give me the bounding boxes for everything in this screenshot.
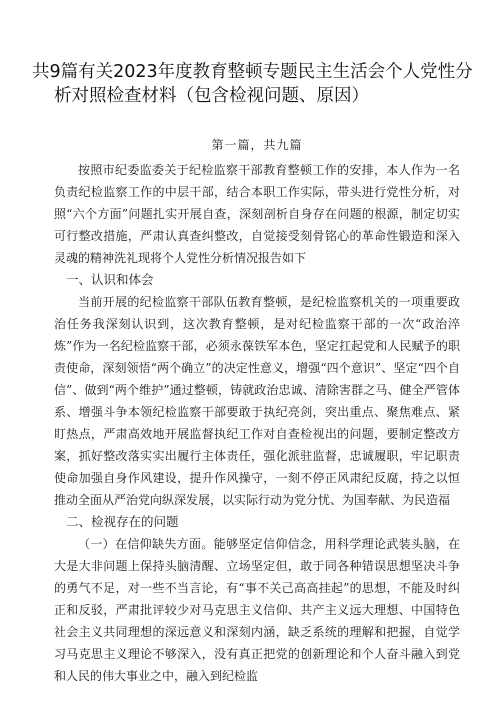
- article-index: 第一篇，共九篇: [211, 138, 303, 152]
- document-title: [32, 0, 473, 108]
- section-2-paragraph: （一）在信仰缺失方面。能够坚定信仰信念，用科学理论武装头脑，在大是大非问题上保持头脑清醒、立场坚定但，敢于同各种错误思想坚决斗争的勇气不足，对一些不当言论，有“事不关己高高挂起”的思想，不能及时纠正和反驳，严肃批评较少对马克思主义信仰、共产主义远大理想、中国特色社会主义共同理想的深远意义和深刻内涵，缺乏系统的理解和把握，自觉学习马克思主义理论不够深入，没有真正把党的创新理论和个人奋斗融入到党和人民的伟大事业之中，融入到纪检监: [54, 537, 460, 683]
- title-line-1: 共9篇有关2023年度教育整顿专题民主生活会个人党性分: [32, 62, 473, 82]
- section-heading-2: 二、检视存在的问题: [66, 514, 179, 529]
- title-line-2: 析对照检查材料（包含检视问题、原因）: [54, 86, 369, 106]
- intro-paragraph: 按照市纪委监委关于纪检监察干部教育整顿工作的安排，本人作为一名负责纪检监察工作的中层干部，结合本职工作实际，带头进行党性分析，对照“六个方面”问题扎实开展自查，深刻剖析自身存在问题的根源，制定切实可行整改措施，严肃认真查纠整改，自觉接受刻骨铭心的革命性锻造和深入灵魂的精神洗礼现将个人党性分析情况报告如下: [54, 163, 460, 265]
- section-heading-1: 一、认识和体会: [66, 272, 154, 287]
- section-1-paragraph: 当前开展的纪检监察干部队伍教育整顿，是纪检监察机关的一项重要政治任务我深刻认识到，这次教育整顿，是对纪检监察干部的一次“政治淬炼”作为一名纪检监察干部，必须永葆铁军本色，坚定扛起党和人民赋予的职责使命，深刻领悟“两个确立”的决定性意义，增强“四个意识”、坚定“四个自信”、做到“两个维护”通过整顿，铸就政治忠诚、清除害群之马、健全严管体系、增强斗争本领纪检监察干部要敢于执纪亮剑，突出重点、聚焦难点、紧盯热点，严肃高效地开展监督执纪工作对自查检视出的问题，要制定整改方案，抓好整改落实实出履行主体责任，强化派驻监督，忠诚履职，牢记职责使命加强自身作风建设，提升作风操守，一刻不停正风肃纪反腐，持之以恒推动全面从严治党向纵深发展，以实际行动为党分忧、为国奉献、为民造福: [54, 295, 460, 507]
